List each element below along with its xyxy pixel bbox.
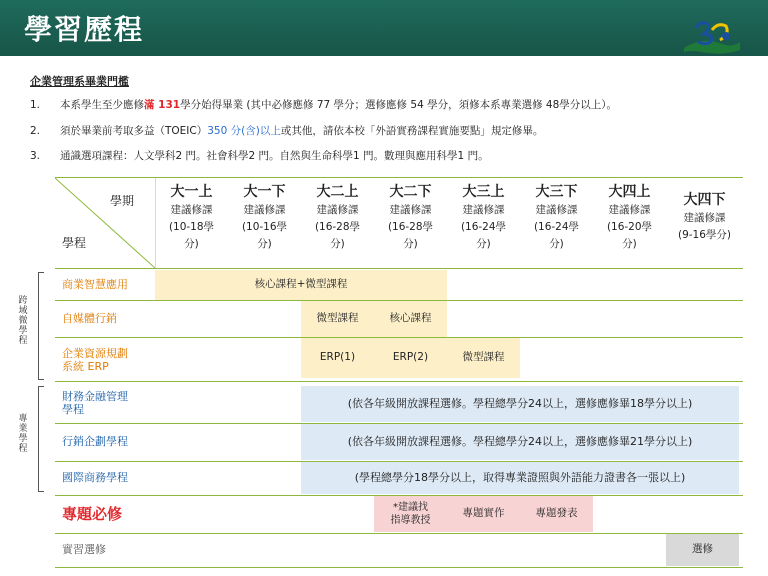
cell-project-practice: 專題實作	[447, 496, 520, 532]
bracket-cross-domain	[38, 272, 44, 380]
table-divider	[55, 268, 743, 269]
semester-note: 建議修課	[170, 204, 213, 216]
semester-name: 大二上	[316, 184, 359, 200]
semester-credits-unit: 分)	[403, 238, 418, 250]
semester-name: 大三上	[462, 184, 505, 200]
cell-bi-core-micro: 核心課程+微型課程	[155, 270, 447, 300]
rule-text: 或其他，請依本校「外語實務課程實施要點」規定修畢。	[280, 125, 544, 137]
graduation-requirements-heading: 企業管理系畢業門檻	[30, 75, 129, 88]
semester-3-2	[520, 182, 593, 253]
semester-credits-unit: 分)	[549, 238, 564, 250]
rule-text: 本系學生至少應修	[60, 99, 144, 111]
semester-credits: (9-16學分)	[677, 229, 732, 241]
row-label-media: 自媒體行銷	[62, 312, 117, 326]
table-divider	[55, 337, 743, 338]
semester-credits: (16-24學	[533, 221, 580, 233]
semester-name: 大二下	[389, 184, 432, 200]
semester-2-2	[374, 182, 447, 253]
rule-number: 3.	[30, 150, 41, 162]
semester-credits: (16-28學	[387, 221, 434, 233]
rule-text: 須於畢業前考取多益（TOEIC）	[60, 125, 208, 137]
semester-1-2	[228, 182, 301, 253]
rule-number: 1.	[30, 99, 41, 111]
row-label-line: 企業資源規劃	[62, 346, 128, 360]
semester-credits-unit: 分)	[330, 238, 345, 250]
row-label-internship: 實習選修	[62, 543, 106, 557]
semester-note: 建議修課	[535, 204, 578, 216]
semester-credits-unit: 分)	[184, 238, 199, 250]
semester-name: 大一下	[243, 184, 286, 200]
cell-find-advisor	[374, 496, 447, 532]
corner-diagonal	[55, 178, 155, 268]
rule-highlight: 350 分(含)以上	[207, 125, 281, 137]
row-label-project: 專題必修	[62, 505, 123, 523]
semester-4-2	[666, 190, 743, 244]
row-label-line: 財務金融管理	[62, 389, 128, 403]
semester-credits: (16-20學	[606, 221, 653, 233]
row-label-line: 系統 ERP	[62, 360, 109, 373]
row-label-line: 學程	[62, 403, 84, 416]
row-label-finance	[62, 384, 128, 422]
semester-credits: (10-16學	[241, 221, 288, 233]
table-divider	[55, 300, 743, 301]
semester-note: 建議修課	[462, 204, 505, 216]
table-divider	[55, 423, 743, 424]
cell-media-core: 核心課程	[374, 301, 447, 337]
side-label-cross-domain: 跨域微學程	[18, 296, 28, 346]
semester-credits: (16-28學	[314, 221, 361, 233]
semester-1-1	[155, 182, 228, 253]
semester-credits-unit: 分)	[622, 238, 637, 250]
corner-program-label: 學程	[62, 236, 87, 250]
semester-credits-unit: 分)	[476, 238, 491, 250]
semester-credits: (16-24學	[460, 221, 507, 233]
semester-4-1	[593, 182, 666, 253]
table-divider	[55, 381, 743, 382]
cell-intl-note: (學程總學分18學分以上，取得專業證照與外語能力證書各一張以上)	[301, 462, 739, 494]
table-divider	[55, 495, 743, 496]
table-divider	[55, 533, 743, 534]
row-label-marketing: 行銷企劃學程	[62, 435, 128, 449]
bracket-professional	[38, 386, 44, 492]
side-label-professional: 專業學程	[18, 414, 28, 454]
semester-name: 大三下	[535, 184, 578, 200]
semester-3-1	[447, 182, 520, 253]
corner-semester-label: 學期	[110, 194, 135, 208]
cell-media-micro: 微型課程	[301, 301, 374, 337]
table-border-top	[55, 177, 743, 178]
semester-2-1	[301, 182, 374, 253]
rule-text: 學分始得畢業 (其中必修應修 77 學分；選修應修 54 學分，須修本系專業選修 48學分以上）。	[180, 99, 618, 111]
rule-number: 2.	[30, 125, 41, 137]
semester-name: 大一上	[170, 184, 213, 200]
semester-note: 建議修課	[243, 204, 286, 216]
cell-erp1: ERP(1)	[301, 338, 374, 378]
table-divider	[55, 461, 743, 462]
cell-erp2: ERP(2)	[374, 338, 447, 378]
semester-note: 建議修課	[316, 204, 359, 216]
semester-credits-unit: 分)	[257, 238, 272, 250]
cell-project-presentation: 專題發表	[520, 496, 593, 532]
semester-name: 大四下	[683, 192, 726, 208]
row-label-intl: 國際商務學程	[62, 471, 128, 485]
semester-note: 建議修課	[389, 204, 432, 216]
cell-finance-note: (依各年級開放課程選修。學程總學分24以上，選修應修畢18學分以上)	[301, 386, 739, 422]
cell-internship-elective: 選修	[666, 534, 739, 566]
cell-marketing-note: (依各年級開放課程選修。學程總學分24以上，選修應修畢21學分以上)	[301, 424, 739, 460]
advisor-line-2: 指導教授	[390, 515, 431, 526]
cell-erp-micro: 微型課程	[447, 338, 520, 378]
row-label-bi: 商業智慧應用	[62, 278, 128, 292]
row-label-erp	[62, 340, 128, 380]
page-title: 學習歷程	[24, 13, 145, 46]
rule-text: 通識選項課程：人文學科2 門。社會科學2 門。自然與生命科學1 門。數理與應用科學1 門。	[60, 150, 489, 162]
rule-highlight: 滿 131	[144, 99, 181, 111]
semester-note: 建議修課	[683, 212, 726, 224]
semester-credits: (10-18學	[168, 221, 215, 233]
table-border-bottom	[55, 567, 743, 568]
semester-note: 建議修課	[608, 204, 651, 216]
semester-name: 大四上	[608, 184, 651, 200]
advisor-line-1: *建議找	[393, 502, 428, 513]
